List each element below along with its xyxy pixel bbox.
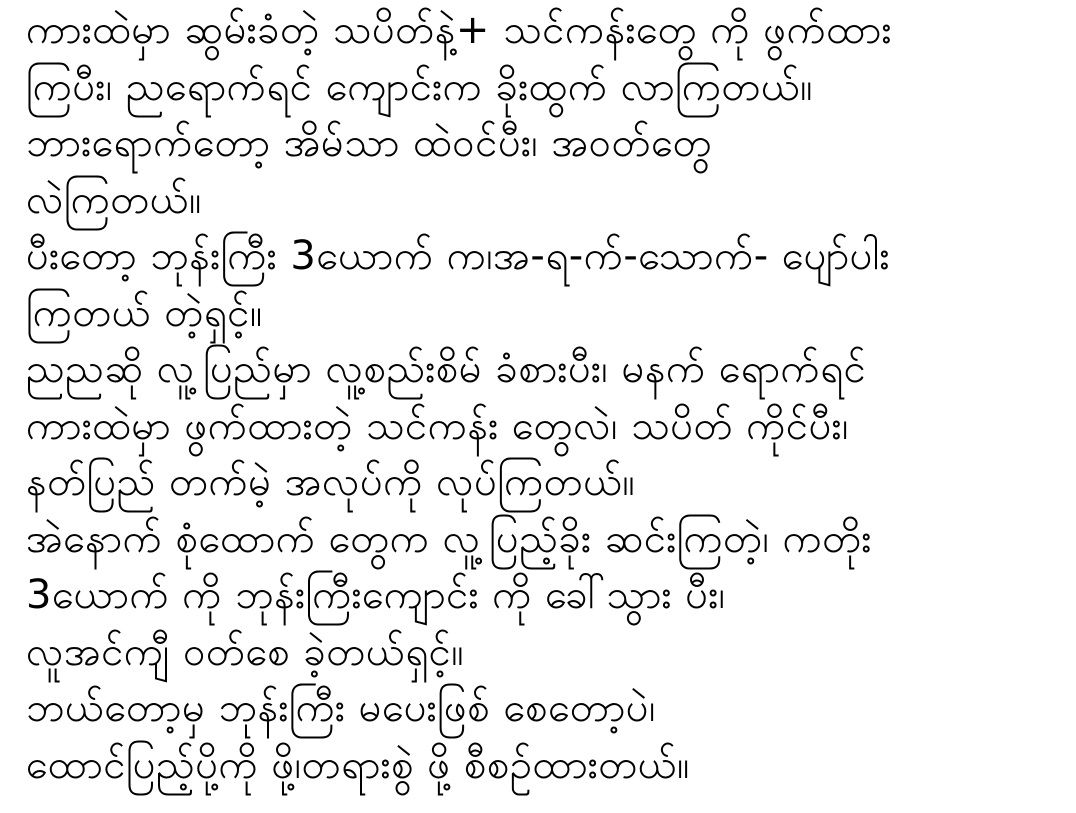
text-line: ကြပီး၊ ညရောက်ရင် ကျောင်းက ခိုးထွက် လာကြတယ်။	[26, 63, 813, 110]
text-line: ပီးတော့ ဘုန်းကြီး 3ယောက် က၊အ-ရ-က်-သောက်- ပျော်ပါး	[26, 233, 891, 279]
text-line: ကားထဲမှာ ဆွမ်းခံတဲ့ သပိတ်နဲ့+ သင်ကန်းတွေ ကို ဖွက်ထား	[26, 7, 892, 53]
text-line: လဲကြတယ်။	[26, 176, 202, 223]
text-line: ဘယ်တော့မှ ဘုန်းကြီး မပေးဖြစ် စေတော့ပဲ၊	[26, 685, 656, 731]
text-line: ကားထဲမှာ ဖွက်ထားတဲ့ သင်ကန်း တွေလဲ၊ သပိတ် ကိုင်ပီး၊	[26, 402, 849, 449]
text-line: နတ်ပြည် တက်မဲ့ အလုပ်ကို လုပ်ကြတယ်။	[26, 459, 636, 505]
text-line: အဲနောက် စုံထောက် တွေက လူ့ပြည့်ခိုး ဆင်းကြတဲ့၊ ကတိုး	[26, 515, 872, 562]
text-line: ညညဆို လူ့ပြည်မှာ လူ့စည်းစိမ် ခံစားပီး၊ မနက် ရောက်ရင်	[26, 346, 867, 392]
text-line: ကြတယ် တဲ့ရှင့်။	[26, 289, 263, 336]
text-line: ထောင်ပြည့်ပို့ကို ဖို့၊တရားစွဲ ဖို့ စီစဉ်ထားတယ်။	[26, 741, 690, 788]
text-line: 3ယောက် ကို ဘုန်းကြီးကျောင်း ကို ခေါ်သွား ပီး၊	[26, 572, 726, 618]
text-line: ဘားရောက်တော့ အိမ်သာ ထဲဝင်ပီး၊ အဝတ်တွေ	[26, 120, 713, 166]
text-line: လူအင်ကျီ ဝတ်စေ ခဲ့တယ်ရှင့်။	[26, 628, 464, 675]
